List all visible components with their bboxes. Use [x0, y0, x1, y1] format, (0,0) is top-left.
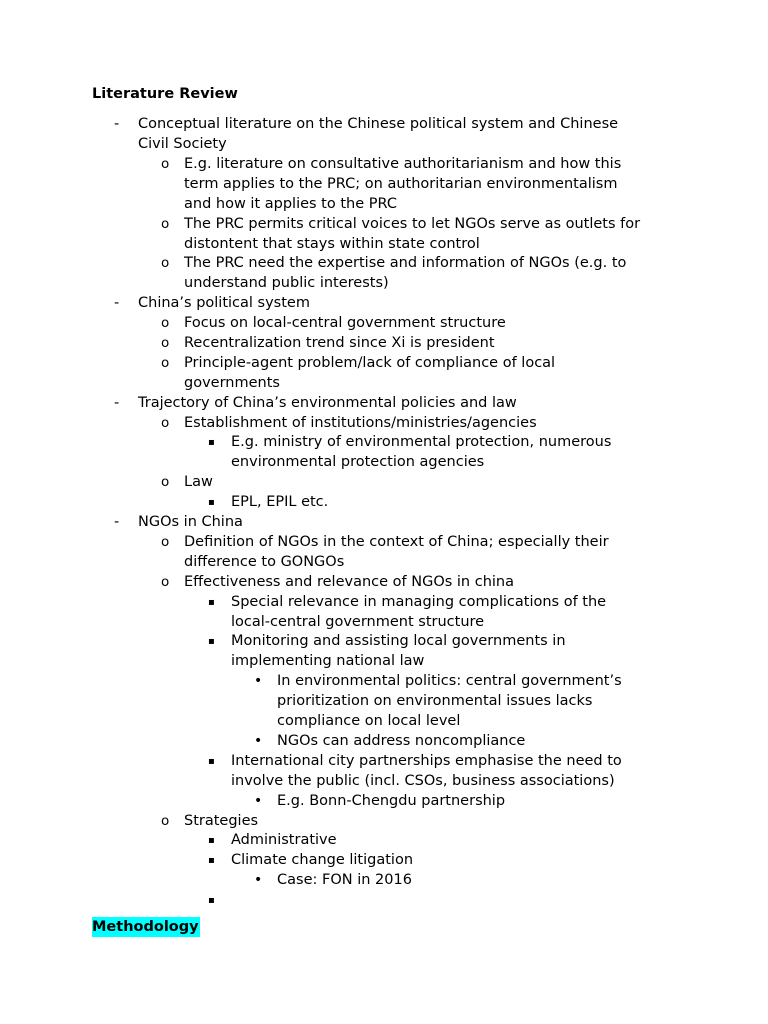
bullet-marker: o: [161, 155, 170, 172]
outline-item: [161, 532, 609, 572]
outline-item-text: NGOs in China: [138, 514, 243, 530]
outline-item-text: Case: FON in 2016: [277, 872, 412, 889]
outline-item-text: local-central government structure: [231, 613, 485, 630]
bullet-marker: o: [161, 215, 170, 232]
outline-item-text: Trajectory of China’s environmental policies and law: [138, 394, 517, 411]
outline-item-text: implementing national law: [231, 653, 425, 670]
outline-item-text: term applies to the PRC; on authoritarian environmentalism: [184, 175, 618, 192]
bullet-marker: o: [161, 573, 170, 590]
bullet-marker: •: [254, 872, 263, 889]
bullet-marker: ▪: [208, 755, 215, 767]
bullet-marker: o: [161, 255, 170, 272]
outline-item-text: understand public interests): [184, 275, 389, 292]
bullet-marker: o: [161, 533, 170, 550]
outline-item: [208, 830, 337, 850]
outline-item: [208, 492, 329, 512]
bullet-marker: o: [161, 474, 170, 491]
bullet-marker: •: [254, 732, 263, 749]
bullet-marker: ▪: [208, 895, 215, 907]
outline-item-text: Effectiveness and relevance of NGOs in china: [184, 573, 514, 590]
outline-item: [161, 572, 514, 592]
outline-item: [208, 592, 607, 632]
outline-item-text: Administrative: [231, 832, 337, 849]
outline-item: [161, 413, 537, 433]
outline-item-text: Recentralization trend since Xi is president: [184, 334, 495, 351]
bullet-marker: -: [114, 394, 120, 411]
outline-item-text: E.g. ministry of environmental protection, numerous: [231, 434, 612, 451]
outline-item-text: Principle-agent problem/lack of compliance of local: [184, 354, 556, 371]
bullet-marker: ▪: [208, 437, 215, 449]
outline-item: [208, 850, 414, 870]
bullet-marker: -: [114, 116, 120, 132]
bullet-marker: o: [161, 315, 170, 331]
section-heading-literature-review: Literature Review: [92, 86, 238, 102]
section-heading-methodology: Methodology: [92, 919, 199, 935]
outline-item: [114, 393, 517, 413]
outline-item: [208, 631, 566, 671]
outline-item-text: In environmental politics: central government’s: [277, 673, 622, 690]
outline-item-text: and how it applies to the PRC: [184, 195, 397, 212]
outline-item: [161, 811, 259, 831]
outline-item-text: Climate change litigation: [231, 852, 414, 869]
bullet-marker: o: [161, 812, 170, 829]
bullet-marker: o: [161, 334, 170, 351]
outline-item-text: Monitoring and assisting local governments in: [231, 633, 566, 650]
outline-item: [254, 870, 412, 890]
outline-item-text: difference to GONGOs: [184, 553, 345, 570]
outline-item: [208, 432, 612, 472]
outline-item: [254, 791, 506, 811]
bullet-marker: ▪: [208, 636, 215, 648]
outline-item: [254, 731, 526, 751]
outline-item: [161, 253, 627, 293]
outline-item: [161, 333, 495, 353]
outline-item-text: involve the public (incl. CSOs, business associations): [231, 772, 615, 789]
outline-item-text: E.g. literature on consultative authoritarianism and how this: [184, 155, 622, 172]
outline-item-text: China’s political system: [138, 295, 310, 312]
outline-item-text: Special relevance in managing complications of the: [231, 593, 607, 610]
outline-item-text: environmental protection agencies: [231, 454, 485, 471]
outline-item: [254, 671, 622, 731]
outline-item: [114, 512, 243, 532]
outline-item-text: Law: [184, 474, 213, 491]
bullet-marker: •: [254, 792, 263, 809]
outline-item: [161, 154, 622, 214]
outline-item-text: distontent that stays within state control: [184, 235, 480, 252]
outline-item: [208, 751, 622, 791]
outline-item: [161, 214, 641, 254]
outline-item-text: Definition of NGOs in the context of China; especially their: [184, 533, 609, 550]
outline-item-text: EPL, EPIL etc.: [231, 494, 329, 511]
outline-item-text: Civil Society: [138, 136, 227, 152]
bullet-marker: ▪: [208, 855, 215, 867]
outline-item: [161, 472, 213, 492]
bullet-marker: ▪: [208, 497, 215, 509]
outline-item-text: The PRC permits critical voices to let NGOs serve as outlets for: [184, 215, 641, 232]
outline-item: [161, 353, 556, 393]
bullet-marker: o: [161, 414, 170, 431]
bullet-marker: ▪: [208, 835, 215, 847]
outline-item: [114, 114, 619, 154]
outline-item-text: Conceptual literature on the Chinese political system and Chinese: [138, 116, 619, 132]
outline-item-text: compliance on local level: [277, 713, 461, 730]
bullet-marker: ▪: [208, 596, 215, 608]
outline-item-text: International city partnerships emphasise the need to: [231, 752, 622, 769]
bullet-marker: -: [114, 514, 120, 530]
bullet-marker: o: [161, 354, 170, 371]
outline-item-text: prioritization on environmental issues lacks: [277, 693, 593, 710]
outline-item-text: governments: [184, 374, 280, 391]
outline-item-text: Strategies: [184, 812, 259, 829]
outline-item-text: E.g. Bonn-Chengdu partnership: [277, 792, 506, 809]
outline-item: [114, 293, 310, 313]
outline-item-text: Focus on local-central government structure: [184, 315, 506, 331]
outline-item-text: The PRC need the expertise and information of NGOs (e.g. to: [184, 255, 627, 272]
outline-item: [161, 313, 506, 333]
outline-item-text: NGOs can address noncompliance: [277, 732, 526, 749]
outline-item-text: Establishment of institutions/ministries/agencies: [184, 414, 537, 431]
bullet-marker: •: [254, 673, 263, 690]
bullet-marker: -: [114, 295, 120, 312]
